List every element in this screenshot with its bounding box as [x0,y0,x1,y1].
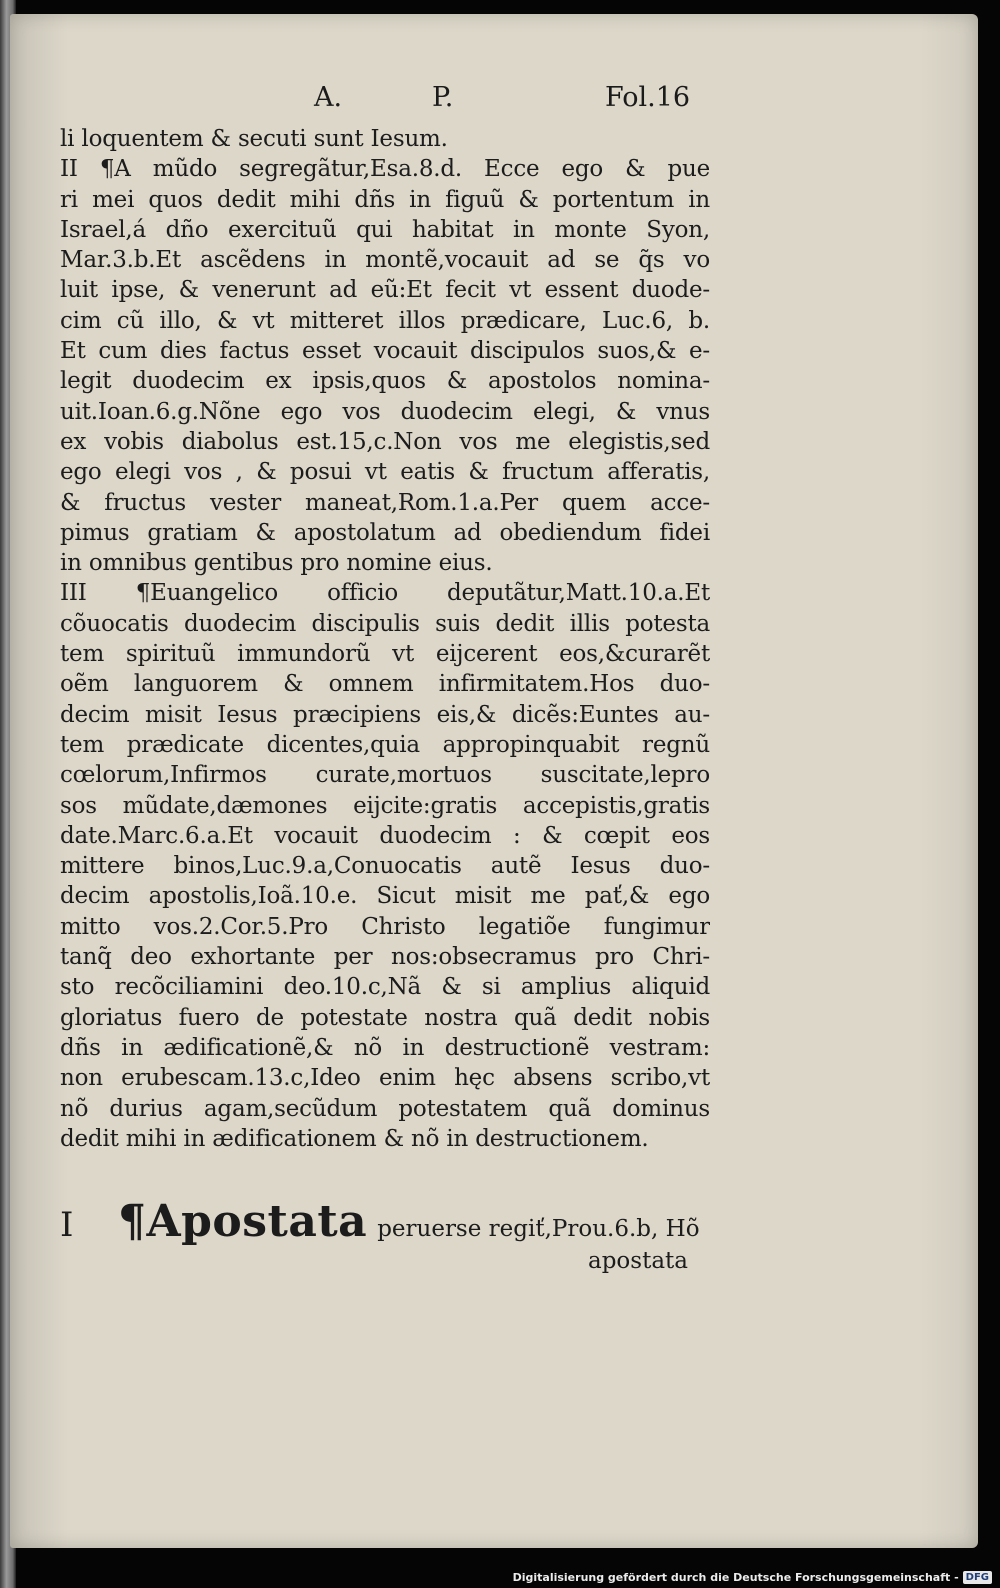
credit-text: Digitalisierung gefördert durch die Deutsche Forschungsgemeinschaft - [512,1571,959,1584]
text-line: ego elegi vos , & posui vt eatis & fructum afferatis, [60,459,710,486]
text-line: cõuocatis duodecim discipulis suis dedit illis potesta [60,610,710,637]
text-line: gloriatus fuero de potestate nostra quã dedit nobis [60,1004,710,1031]
text-line: luit ipse, & venerunt ad eũ:Et fecit vt essent duode- [60,277,710,304]
text-line: non erubescam.13.c,Ideo enim hęc absens scribo,vt [60,1065,710,1092]
text-line: uit.Ioan.6.g.Nõne ego vos duodecim elegi, & vnus [60,398,710,425]
entry-headword: ¶Apostata [118,1196,368,1247]
digitization-credit [513,1571,992,1584]
text-line: tem spirituũ immundorũ vt eijcerent eos,&curarẽt [60,641,710,668]
header-left-letter: A. [314,82,343,113]
catchword: apostata [588,1248,688,1274]
text-line: legit duodecim ex ipsis,quos & apostolos nomina- [60,368,710,395]
text-line: tem prædicate dicentes,quia appropinquabit regnũ [60,731,710,758]
text-line: mitto vos.2.Cor.5.Pro Christo legatiõe fungimur [60,913,710,940]
dfg-logo: DFG [963,1571,992,1584]
entry-number: I [60,1205,74,1245]
text-line: cœlorum,Infirmos curate,mortuos suscitate,lepro [60,762,710,789]
folio-number: Fol.16 [605,82,691,113]
text-line: decim apostolis,Ioã.10.e. Sicut misit me pať,& ego [60,883,710,910]
text-line: oẽm languorem & omnem infirmitatem.Hos duo- [60,671,710,698]
text-line: ri mei quos dedit mihi dñs in figuũ & portentum in [60,186,710,213]
text-line: in omnibus gentibus pro nomine eius. [60,550,493,577]
new-entry [60,1196,710,1247]
text-line: dñs in ædificationẽ,& nõ in destructionẽ vestram: [60,1034,710,1061]
text-line: nõ durius agam,secũdum potestatem quã dominus [60,1095,710,1122]
text-line: & fructus vester maneat,Rom.1.a.Per quem acce- [60,489,710,516]
text-line: decim misit Iesus præcipiens eis,& dicẽs:Euntes au- [60,701,710,728]
text-line: Mar.3.b.Et ascẽdens in montẽ,vocauit ad se q̃s vo [60,247,710,274]
text-line: Israel,á dño exercituũ qui habitat in monte Syon, [60,216,710,243]
text-line: cim cũ illo, & vt mitteret illos prædicare, Luc.6, b. [60,307,710,334]
header-center-letter: P. [432,82,454,113]
text-line: II ¶A mũdo segregãtur,Esa.8.d. Ecce ego & pue [60,156,710,183]
text-line: III ¶Euangelico officio deputãtur,Matt.10.a.Et [60,580,710,607]
text-line: mittere binos,Luc.9.a,Conuocatis autẽ Iesus duo- [60,853,710,880]
text-line: sto recõciliamini deo.10.c,Nã & si amplius aliquid [60,974,710,1001]
text-line: sos mũdate,dæmones eijcite:gratis accepistis,gratis [60,792,710,819]
text-line: ex vobis diabolus est.15,c.Non vos me elegistis,sed [60,428,710,455]
text-line: date.Marc.6.a.Et vocauit duodecim : & cœpit eos [60,822,710,849]
entry-text: peruerse regiť,Prou.6.b, Hõ [377,1216,700,1242]
text-line: tanq̃ deo exhortante per nos:obsecramus pro Chri- [60,944,710,971]
body-text [60,124,710,1154]
text-line: pimus gratiam & apostolatum ad obediendum fidei [60,519,710,546]
text-line: Et cum dies factus esset vocauit discipulos suos,& e- [60,338,710,365]
running-header [60,82,700,122]
text-line: li loquentem & secuti sunt Iesum. [60,126,448,152]
book-page [10,14,978,1548]
text-line: dedit mihi in ædificationem & nõ in destructionem. [60,1125,649,1152]
